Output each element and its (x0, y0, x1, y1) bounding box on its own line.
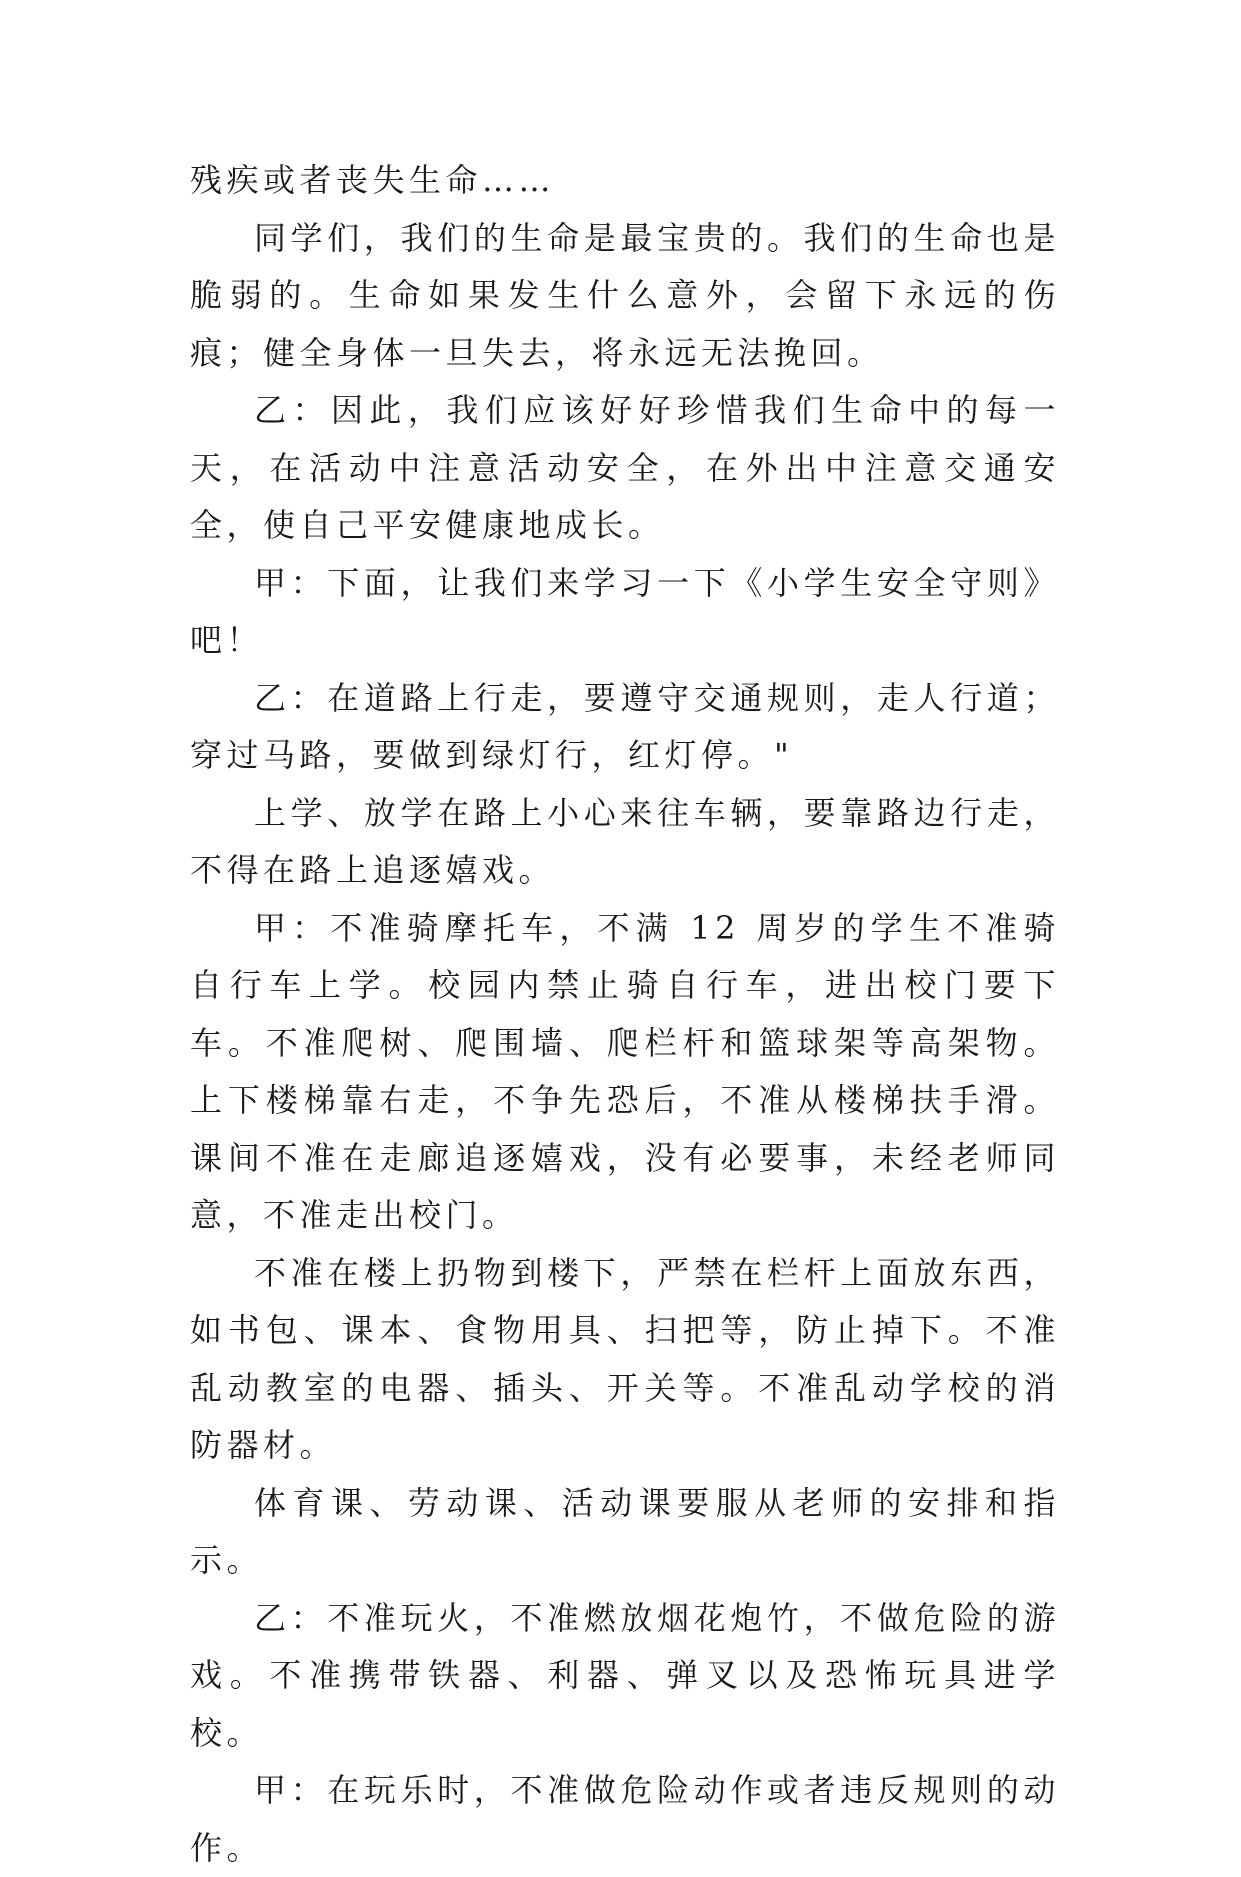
paragraph: 乙：不准玩火，不准燃放烟花炮竹，不做危险的游戏。不准携带铁器、利器、弹叉以及恐怖玩具进学校。 (190, 1598, 1060, 1752)
paragraph: 不准在楼上扔物到楼下，严禁在栏杆上面放东西，如书包、课本、食物用具、扫把等，防止掉下。不准乱动教室的电器、插头、开关等。不准乱动学校的消防器材。 (190, 1253, 1060, 1464)
document-body (190, 152, 1060, 1877)
paragraph: 体育课、劳动课、活动课要服从老师的安排和指示。 (190, 1483, 1060, 1579)
paragraph: 甲：不准骑摩托车，不满 12 周岁的学生不准骑自行车上学。校园内禁止骑自行车，进出校门要下车。不准爬树、爬围墙、爬栏杆和篮球架等高架物。 上下楼梯靠右走，不争先恐后，不准从楼梯扶手滑。课间不准在走廊追逐嬉戏，没有必要事，未经老师同意，不准走出校门。 (190, 908, 1060, 1234)
paragraph: 同学们，我们的生命是最宝贵的。我们的生命也是脆弱的。生命如果发生什么意外，会留下永远的伤痕；健全身体一旦失去，将永远无法挽回。 (190, 218, 1060, 372)
paragraph: 乙：因此，我们应该好好珍惜我们生命中的每一天，在活动中注意活动安全，在外出中注意交通安全，使自己平安健康地成长。 (190, 391, 1060, 544)
paragraph-continuation: 残疾或者丧失生命…… (190, 161, 556, 199)
paragraph: 乙：在道路上行走，要遵守交通规则，走人行道；穿过马路，要做到绿灯行，红灯停。" (190, 678, 1060, 774)
paragraph: 甲：在玩乐时，不准做危险动作或者违反规则的动作。 (190, 1771, 1060, 1867)
paragraph: 上学、放学在路上小心来往车辆，要靠路边行走，不得在路上追逐嬉戏。 (190, 793, 1060, 889)
paragraph: 甲：下面，让我们来学习一下《小学生安全守则》吧！ (190, 563, 1060, 659)
